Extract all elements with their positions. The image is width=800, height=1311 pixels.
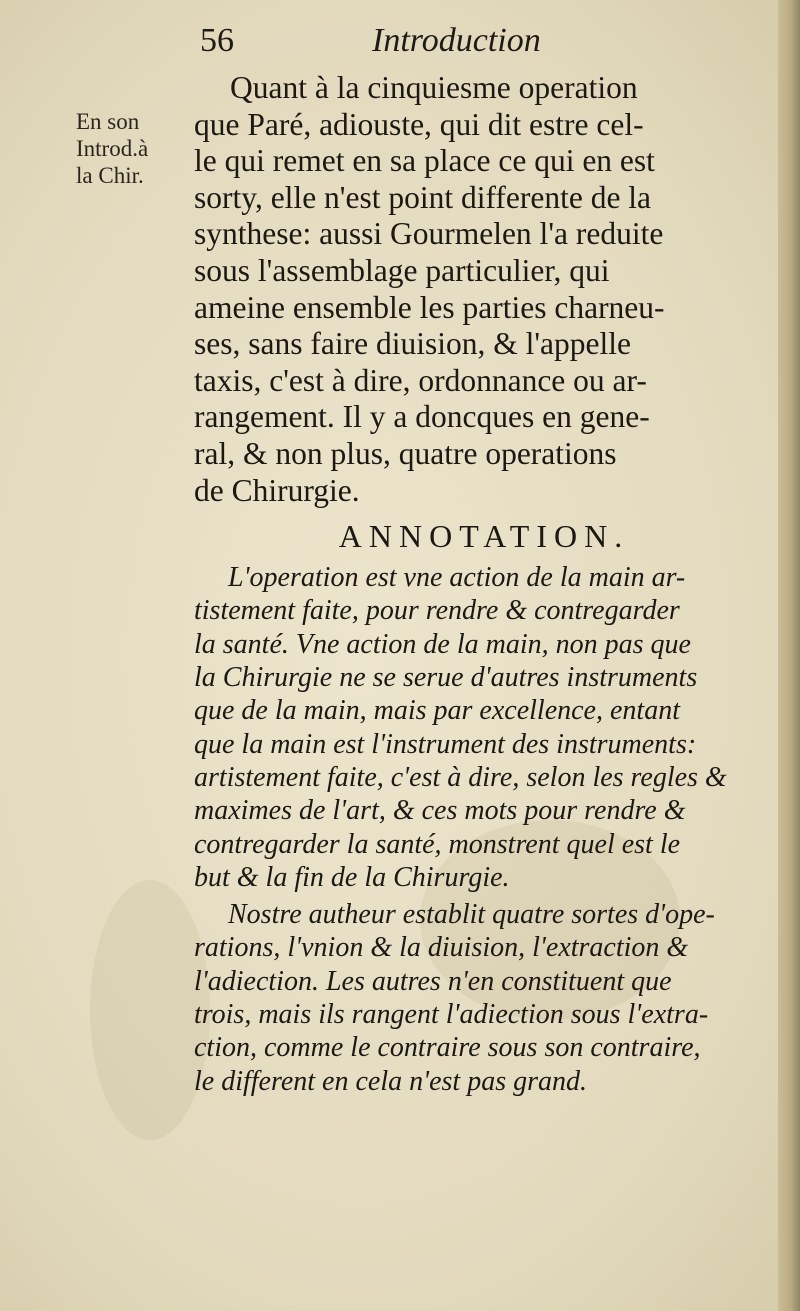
margin-note-line: la Chir.	[76, 163, 144, 188]
annotation-paragraph	[194, 898, 774, 1098]
text-line: Nostre autheur establit quatre sortes d'ope-	[228, 899, 715, 931]
text-line: Quant à la cinquiesme operation	[230, 70, 638, 105]
margin-note-line: En son	[76, 109, 140, 134]
text-line: but & la fin de la Chirurgie.	[194, 861, 510, 893]
text-line: de Chirurgie.	[194, 472, 360, 508]
main-paragraph	[194, 70, 774, 509]
running-head	[200, 22, 700, 66]
text-line: synthese: aussi Gourmelen l'a reduite	[194, 216, 664, 252]
paper-stain	[90, 880, 210, 1140]
text-line: ction, comme le contraire sous son contraire,	[194, 1032, 701, 1064]
text-line: la santé. Vne action de la main, non pas que	[194, 628, 691, 660]
text-line: artistement faite, c'est à dire, selon les regles &	[194, 761, 727, 793]
running-head-title: Introduction	[372, 22, 541, 59]
text-line: contregarder la santé, monstrent quel est le	[194, 828, 681, 860]
text-line: tistement faite, pour rendre & contregarder	[194, 595, 680, 627]
text-line: le qui remet en sa place ce qui en est	[194, 143, 655, 179]
text-line: que la main est l'instrument des instruments:	[194, 728, 697, 760]
text-line: rations, l'vnion & la diuision, l'extraction &	[194, 932, 689, 964]
text-line: sous l'assemblage particulier, qui	[194, 252, 610, 288]
text-line: taxis, c'est à dire, ordonnance ou ar-	[194, 362, 647, 398]
margin-note-line: Introd.à	[76, 136, 149, 161]
annotation-paragraph	[194, 561, 774, 894]
text-line: que Paré, adiouste, qui dit estre cel-	[194, 106, 644, 142]
text-line: ameine ensemble les parties charneu-	[194, 289, 665, 325]
text-line: rangement. Il y a doncques en gene-	[194, 399, 650, 435]
page-edge	[778, 0, 800, 1311]
text-line: l'adiection. Les autres n'en constituent que	[194, 965, 672, 997]
text-line: maximes de l'art, & ces mots pour rendre &	[194, 795, 686, 827]
text-line: le different en cela n'est pas grand.	[194, 1065, 587, 1097]
text-line: sorty, elle n'est point differente de la	[194, 179, 652, 215]
text-line: ses, sans faire diuision, & l'appelle	[194, 326, 631, 362]
annotation-heading: ANNOTATION.	[338, 518, 630, 555]
page-number: 56	[200, 22, 234, 59]
text-line: trois, mais ils rangent l'adiection sous l'extra-	[194, 998, 709, 1030]
text-block	[194, 70, 774, 1098]
text-line: L'operation est vne action de la main ar-	[228, 562, 686, 594]
text-line: la Chirurgie ne se serue d'autres instruments	[194, 662, 698, 694]
margin-note	[76, 108, 188, 189]
text-line: ral, & non plus, quatre operations	[194, 435, 617, 471]
text-line: que de la main, mais par excellence, entant	[194, 695, 680, 727]
